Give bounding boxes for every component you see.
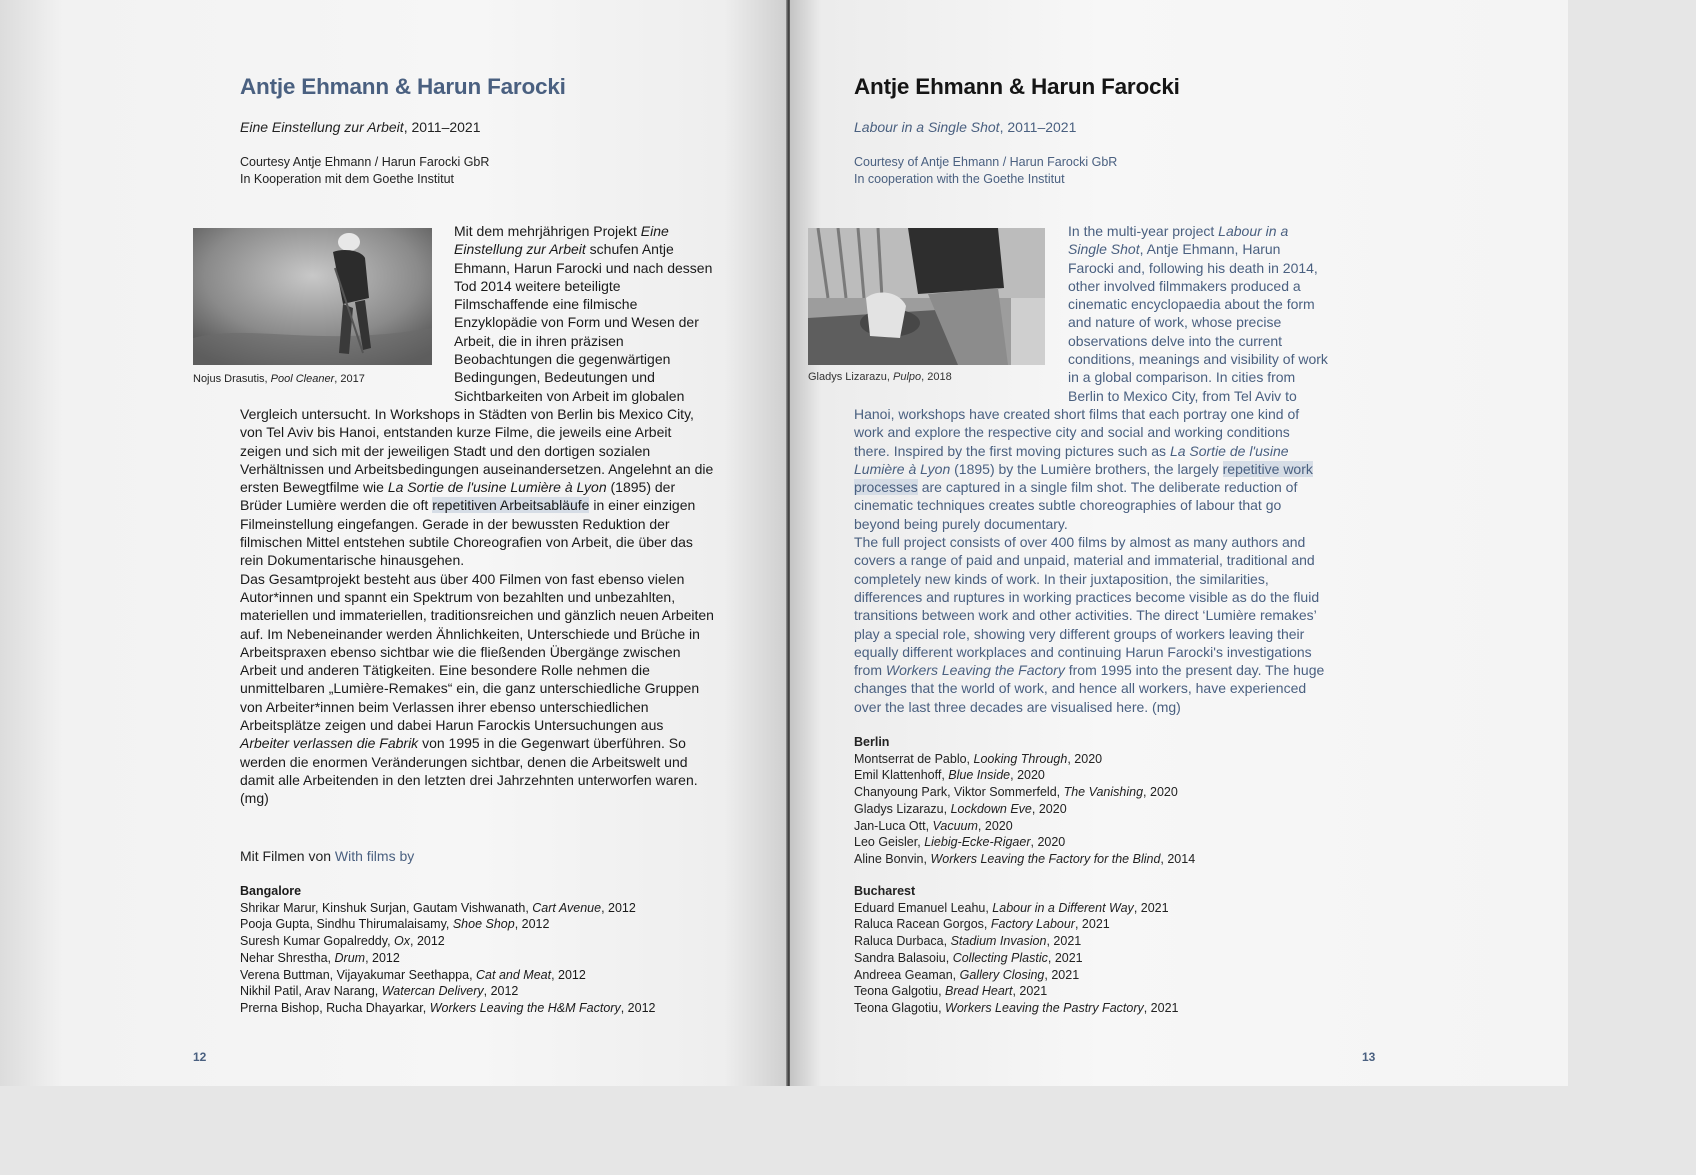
work-title: Eine Einstellung zur Arbeit: [240, 119, 404, 135]
film-entry: Nikhil Patil, Arav Narang, Watercan Delivery, 2012: [240, 984, 519, 999]
credit-block: [854, 154, 1117, 188]
work-years: , 2011–2021: [403, 119, 481, 135]
image-float-spacer: [240, 222, 454, 400]
film-entry: Aline Bonvin, Workers Leaving the Factory for the Blind, 2014: [854, 851, 1196, 866]
film-entry: Prerna Bishop, Rucha Dhayarkar, Workers Leaving the H&M Factory, 2012: [240, 1000, 656, 1015]
page-number: 13: [1362, 1050, 1376, 1064]
film-list-berlin: [854, 734, 1195, 868]
film-entry: Verena Buttman, Vijayakumar Seethappa, Cat and Meat, 2012: [240, 967, 586, 982]
page-number: 12: [193, 1050, 207, 1064]
film-entry: Teona Glagotiu, Workers Leaving the Pastry Factory, 2021: [854, 1000, 1179, 1015]
highlighted-text: repetitive work processes: [854, 460, 1313, 496]
work-subtitle: [854, 119, 1076, 135]
body-text-en: In the multi-year project Labour in a Single Shot, Antje Ehmann, Harun Farocki and, following his death in 2014, other involved filmmakers produced a cinematic encyclopaedia about the form and nature of work, whose precise observations delve into the current conditions, meanings and visibility of work in a global comparison. In cities from Berlin to Mexico City, from Tel Aviv to Hanoi, workshops have created short films that each portray one kind of work and explore the respective city and social and working conditions there. Inspired by the first moving pictures such as La Sortie de l'usine Lumière à Lyon (1895) by the Lumière brothers, the largely repetitive work processes are captured in a single film shot. The deliberate reduction of cinematic techniques creates subtle choreographies of labour that go beyond being purely documentary. The full project consists of over 400 films by almost as many authors and covers a range of paid and unpaid, material and immaterial, traditional and completely new kinds of work. In their juxtaposition, the similarities, differences and ruptures in working practices become visible as do the fluid transitions between work and other activities. The direct ‘Lumière remakes’ play a special role, showing very different groups of workers leaving their equally different workplaces and continuing Harun Farocki's investigations from Workers Leaving the Factory from 1995 into the present day. The huge changes that the world of work, and hence all workers, have experienced over the last three decades are visualised here. (mg): [854, 223, 1328, 715]
film-entry: Emil Klattenhoff, Blue Inside, 2020: [854, 768, 1045, 783]
city-heading: Berlin: [854, 735, 890, 749]
page-title: Antje Ehmann & Harun Farocki: [854, 74, 1180, 99]
film-entry: Chanyoung Park, Viktor Sommerfeld, The Vanishing, 2020: [854, 785, 1178, 800]
highlighted-text: repetitiven Arbeitsabläufe: [432, 497, 590, 514]
film-entry: Montserrat de Pablo, Looking Through, 2020: [854, 751, 1103, 766]
cooperation-line: In cooperation with the Goethe Institut: [854, 172, 1065, 186]
work-years: , 2011–2021: [999, 119, 1077, 135]
film-entry: Shrikar Marur, Kinshuk Surjan, Gautam Vishwanath, Cart Avenue, 2012: [240, 900, 636, 915]
right-page: [790, 0, 1568, 1086]
cooperation-line: In Kooperation mit dem Goethe Institut: [240, 172, 455, 186]
film-entry: Jan-Luca Ott, Vacuum, 2020: [854, 818, 1013, 833]
courtesy-line: Courtesy of Antje Ehmann / Harun Farocki GbR: [854, 155, 1118, 169]
film-list-bucharest: [854, 883, 1179, 1017]
film-entry: Nehar Shrestha, Drum, 2012: [240, 950, 400, 965]
city-heading: Bangalore: [240, 884, 302, 898]
photo-caption: Gladys Lizarazu, Pulpo, 2018: [808, 371, 952, 383]
work-subtitle: [240, 119, 481, 135]
film-entry: Eduard Emanuel Leahu, Labour in a Different Way, 2021: [854, 900, 1169, 915]
film-entry: Suresh Kumar Gopalreddy, Ox, 2012: [240, 934, 445, 949]
film-entry: Pooja Gupta, Sindhu Thirumalaisamy, Shoe Shop, 2012: [240, 917, 550, 932]
credit-block: [240, 154, 489, 188]
image-float-spacer: [854, 222, 1068, 400]
film-entry: Teona Galgotiu, Bread Heart, 2021: [854, 984, 1048, 999]
film-entry: Raluca Racean Gorgos, Factory Labour, 2021: [854, 917, 1110, 932]
film-entry: Sandra Balasoiu, Collecting Plastic, 2021: [854, 950, 1083, 965]
body-text-de: Mit dem mehrjährigen Projekt Eine Einstellung zur Arbeit schufen Antje Ehmann, Harun Farocki und nach dessen Tod 2014 weitere beteiligte Filmschaffende eine filmische Enzyklopädie von Form und Wesen der Arbeit, die in ihren präzisen Beobachtungen die gegenwärtigen Bedingungen, Bedeutungen und Sichtbarkeiten von Arbeit im globalen Vergleich untersucht. In Workshops in Städten von Berlin bis Mexico City, von Tel Aviv bis Hanoi, entstanden kurze Filme, die jeweils eine Arbeit zeigen und sich mit der jeweiligen Stadt und den dortigen sozialen Verhältnissen und Arbeitsbedingungen auseinandersetzen. Angelehnt an die ersten Bewegtfilme wie La Sortie de l'usine Lumière à Lyon (1895) der Brüder Lumière werden die oft repetitiven Arbeitsabläufe in einer einzigen Filmeinstellung eingefangen. Gerade in der bewussten Reduktion der filmischen Mittel entstehen subtile Choreografien von Arbeit, die über das rein Dokumentarische hinausgehen. Das Gesamtprojekt besteht aus über 400 Filmen von fast ebenso vielen Autor*innen und spannt ein Spektrum von bezahlten und unbezahlten, materiellen und immateriellen, traditionsreichen und gänzlich neuen Arbeiten auf. Im Nebeneinander werden Ähnlichkeiten, Unterschiede und Brüche in Arbeitspraxen ebenso sichtbar wie die fließenden Übergänge zwischen Arbeit und anderen Tätigkeiten. Eine besondere Rolle nehmen die unmittelbaren „Lumière-Remakes“ ein, die ganz unterschiedliche Gruppen von Arbeiter*innen beim Verlassen ihrer ebenso unterschiedlichen Arbeitsplätze zeigen und dabei Harun Farockis Untersuchungen aus Arbeiter verlassen die Fabrik von 1995 in die Gegenwart überführen. So werden die enormen Veränderungen sichtbar, denen die Arbeitswelt und damit alle Arbeitenden in den letzten drei Jahrzehnten unterworfen waren. (mg): [240, 223, 714, 807]
film-entry: Raluca Durbaca, Stadium Invasion, 2021: [854, 934, 1082, 949]
photo-caption: Nojus Drasutis, Pool Cleaner, 2017: [193, 373, 365, 385]
film-entry: Gladys Lizarazu, Lockdown Eve, 2020: [854, 801, 1067, 816]
film-entry: Leo Geisler, Liebig-Ecke-Rigaer, 2020: [854, 835, 1066, 850]
films-heading: Mit Filmen von With films by: [240, 848, 415, 864]
page-title: Antje Ehmann & Harun Farocki: [240, 74, 566, 99]
film-list-bangalore: [240, 883, 656, 1017]
city-heading: Bucharest: [854, 884, 916, 898]
work-title: Labour in a Single Shot: [854, 119, 1000, 135]
film-entry: Andreea Geaman, Gallery Closing, 2021: [854, 967, 1080, 982]
left-page: [0, 0, 787, 1086]
courtesy-line: Courtesy Antje Ehmann / Harun Farocki GbR: [240, 155, 490, 169]
